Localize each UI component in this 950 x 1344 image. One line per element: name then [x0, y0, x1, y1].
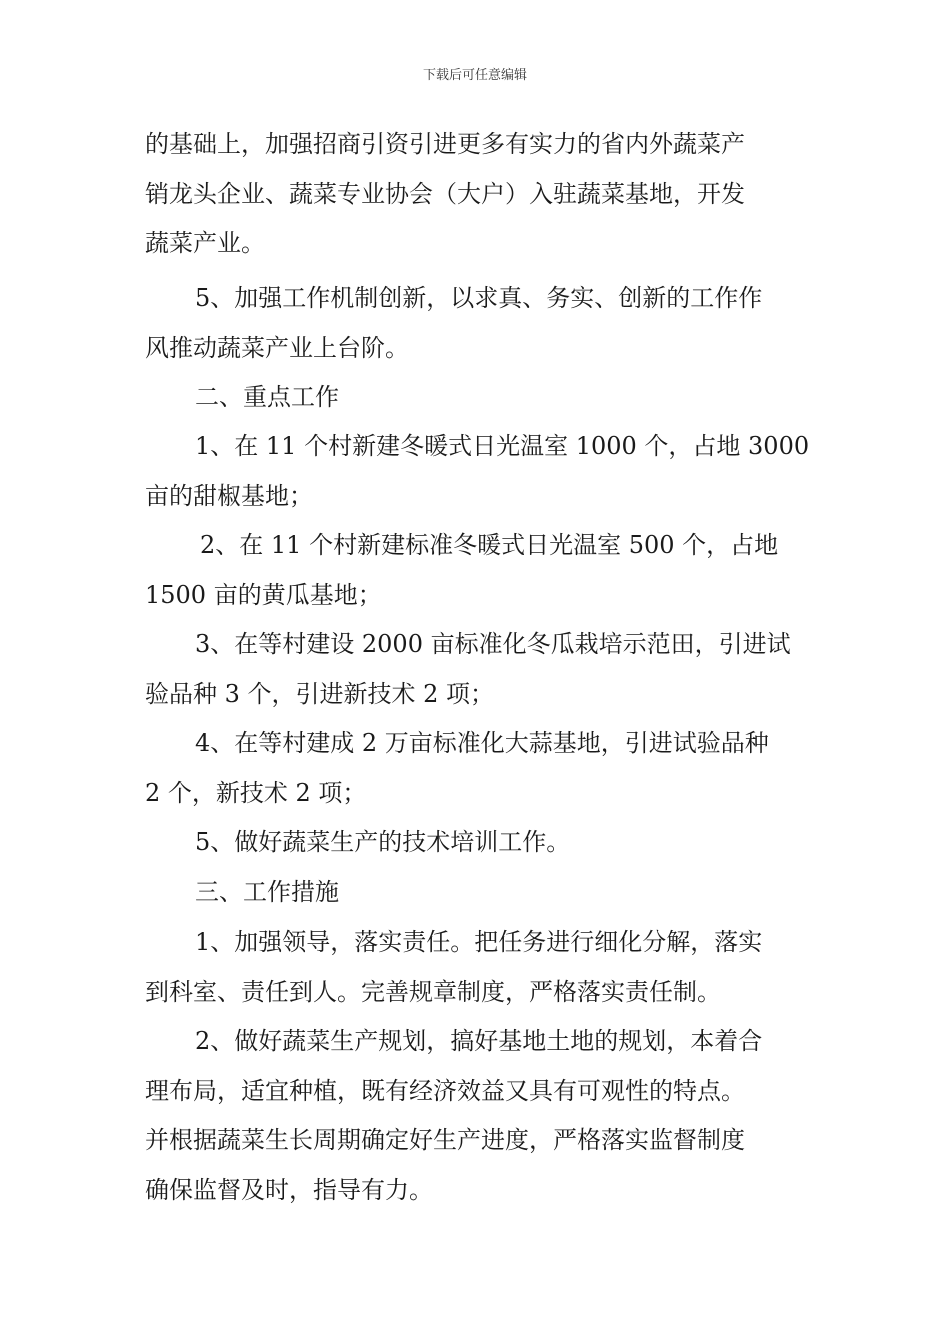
- text-line: 1、加强领导，落实责任。把任务进行细化分解，落实: [195, 928, 763, 956]
- text-line: 2、在 11 个村新建标准冬暖式日光温室 500 个，占地: [200, 531, 779, 559]
- section-heading: [145, 868, 810, 918]
- section-heading: [145, 373, 810, 423]
- text-line: 销龙头企业、蔬菜专业协会（大户）入驻蔬菜基地，开发: [145, 179, 745, 208]
- text-line: 蔬菜产业。: [145, 229, 265, 257]
- text-line: 确保监督及时，指导有力。: [145, 1175, 433, 1204]
- text-line: 5、加强工作机制创新，以求真、务实、创新的工作作: [195, 284, 763, 312]
- paragraph: [145, 274, 810, 373]
- paragraph: [145, 620, 810, 719]
- text-line: 三、工作措施: [195, 878, 339, 906]
- text-line: 亩的甜椒基地；: [145, 481, 313, 510]
- paragraph: [145, 918, 810, 1017]
- text-line: 理布局，适宜种植，既有经济效益又具有可观性的特点。: [145, 1076, 745, 1105]
- text-line: 风推动蔬菜产业上台阶。: [145, 333, 409, 362]
- paragraph: [145, 719, 810, 818]
- text-line: 的基础上，加强招商引资引进更多有实力的省内外蔬菜产: [145, 130, 745, 158]
- text-line: 3、在等村建设 2000 亩标准化冬瓜栽培示范田，引进试: [195, 630, 791, 658]
- text-line: 1、在 11 个村新建冬暖式日光温室 1000 个，占地 3000: [195, 432, 810, 460]
- text-line: 2 个，新技术 2 项；: [145, 778, 367, 807]
- text-line: 到科室、责任到人。完善规章制度，严格落实责任制。: [145, 977, 721, 1006]
- paragraph: [145, 422, 810, 521]
- page-header: 下载后可任意编辑: [422, 68, 527, 83]
- paragraph: [145, 1017, 810, 1215]
- text-line: 2、做好蔬菜生产规划，搞好基地土地的规划，本着合: [195, 1027, 763, 1055]
- text-line: 并根据蔬菜生长周期确定好生产进度，严格落实监督制度: [145, 1126, 745, 1154]
- paragraph: [145, 818, 810, 868]
- text-line: 验品种 3 个，引进新技术 2 项；: [145, 679, 495, 708]
- text-line: 4、在等村建成 2 万亩标准化大蒜基地，引进试验品种: [195, 729, 769, 757]
- text-line: 1500 亩的黄瓜基地；: [145, 580, 382, 609]
- paragraph: [145, 120, 810, 269]
- text-line: 二、重点工作: [195, 383, 339, 411]
- paragraph: [145, 521, 810, 620]
- text-line: 5、做好蔬菜生产的技术培训工作。: [195, 828, 571, 856]
